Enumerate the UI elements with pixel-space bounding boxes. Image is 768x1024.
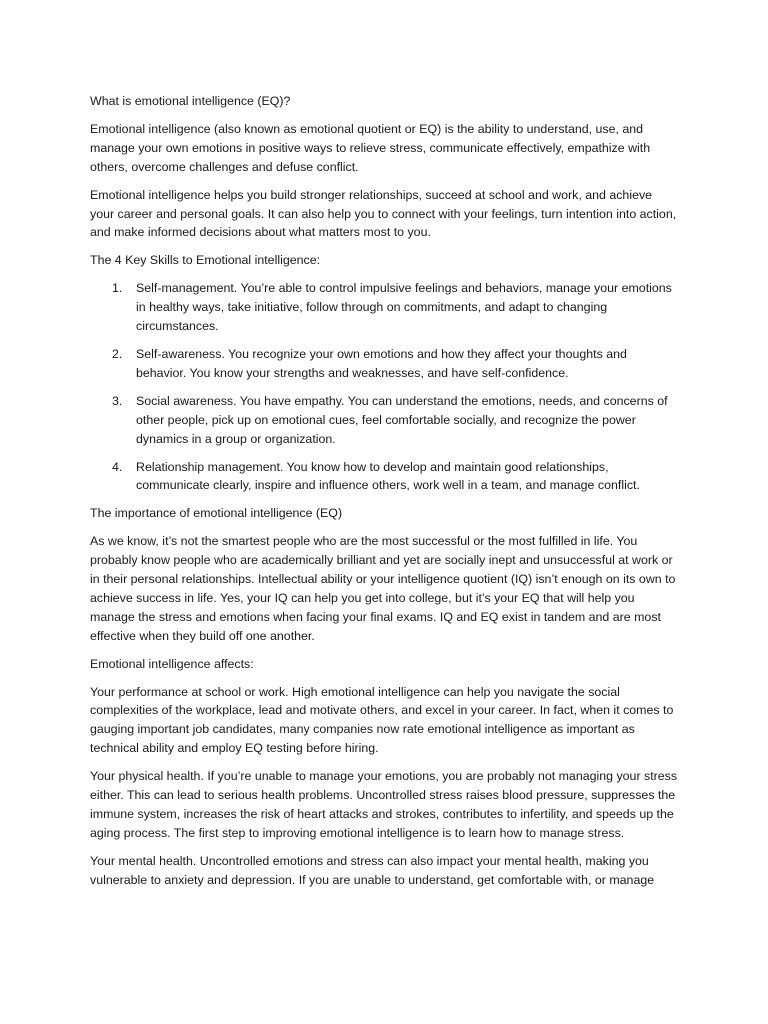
affects-paragraph: Your physical health. If you’re unable to manage your emotions, you are probably not managing your stress either. This can lead to serious health problems. Uncontrolled stress raises blood pressure, suppresses the immune system, increases the risk of heart attacks and strokes, contributes to infertility, and speeds up the aging process. The first step to improving emotional intelligence is to learn how to manage stress. — [90, 769, 678, 840]
list-item — [90, 458, 678, 496]
intro-paragraph: Emotional intelligence (also known as emotional quotient or EQ) is the ability to understand, use, and manage your own emotions in positive ways to relieve stress, communicate effectively, empathize with others, overcome challenges and defuse conflict. — [90, 121, 651, 174]
document-page — [90, 92, 678, 899]
list-item — [90, 279, 678, 336]
list-item-number: 2. — [112, 346, 123, 361]
affects-heading: Emotional intelligence affects: — [90, 656, 254, 671]
list-item — [90, 392, 678, 449]
affects-paragraph: Your mental health. Uncontrolled emotions and stress can also impact your mental health, making you vulnerable to anxiety and depression. If you are unable to understand, get comfortable with, or manage — [90, 853, 655, 887]
document-title: What is emotional intelligence (EQ)? — [90, 94, 291, 108]
skills-list — [90, 279, 678, 495]
list-item-text: Self-awareness. You recognize your own emotions and how they affect your thoughts and behavior. You know your strengths and weaknesses, and have self-confidence. — [136, 346, 627, 380]
importance-heading: The importance of emotional intelligence (EQ) — [90, 506, 343, 521]
list-item — [90, 345, 678, 383]
list-item-text: Social awareness. You have empathy. You can understand the emotions, needs, and concerns of other people, pick up on emotional cues, feel comfortable socially, and recognize the power dynamics in a group or organization. — [136, 393, 668, 446]
intro-paragraph: Emotional intelligence helps you build stronger relationships, succeed at school and work, and achieve your career and personal goals. It can also help you to connect with your feelings, turn intention into action, and make informed decisions about what matters most to you. — [90, 187, 677, 240]
importance-paragraph: As we know, it’s not the smartest people who are the most successful or the most fulfilled in life. You probably know people who are academically brilliant and yet are socially inept and unsuccessful at work or in their personal relationships. Intellectual ability or your intelligence quotient (IQ) isn’t enough on its own to achieve success in life. Yes, your IQ can help you get into college, but it’s your EQ that will help you manage the stress and emotions when facing your final exams. IQ and EQ exist in tandem and are most effective when they build off one another. — [90, 534, 676, 643]
list-item-number: 1. — [112, 281, 123, 296]
list-item-text: Self-management. You’re able to control impulsive feelings and behaviors, manage your emotions in healthy ways, take initiative, follow through on commitments, and adapt to changing circumstances. — [136, 281, 672, 334]
skills-heading: The 4 Key Skills to Emotional intelligence: — [90, 253, 321, 268]
affects-paragraph: Your performance at school or work. High emotional intelligence can help you navigate the social complexities of the workplace, lead and motivate others, and excel in your career. In fact, when it comes to gauging important job candidates, many companies now rate emotional intelligence as important as technical ability and employ EQ testing before hiring. — [90, 684, 674, 756]
list-item-number: 4. — [112, 459, 123, 474]
list-item-text: Relationship management. You know how to develop and maintain good relationships, communicate clearly, inspire and influence others, work well in a team, and manage conflict. — [136, 459, 640, 493]
list-item-number: 3. — [112, 393, 123, 408]
